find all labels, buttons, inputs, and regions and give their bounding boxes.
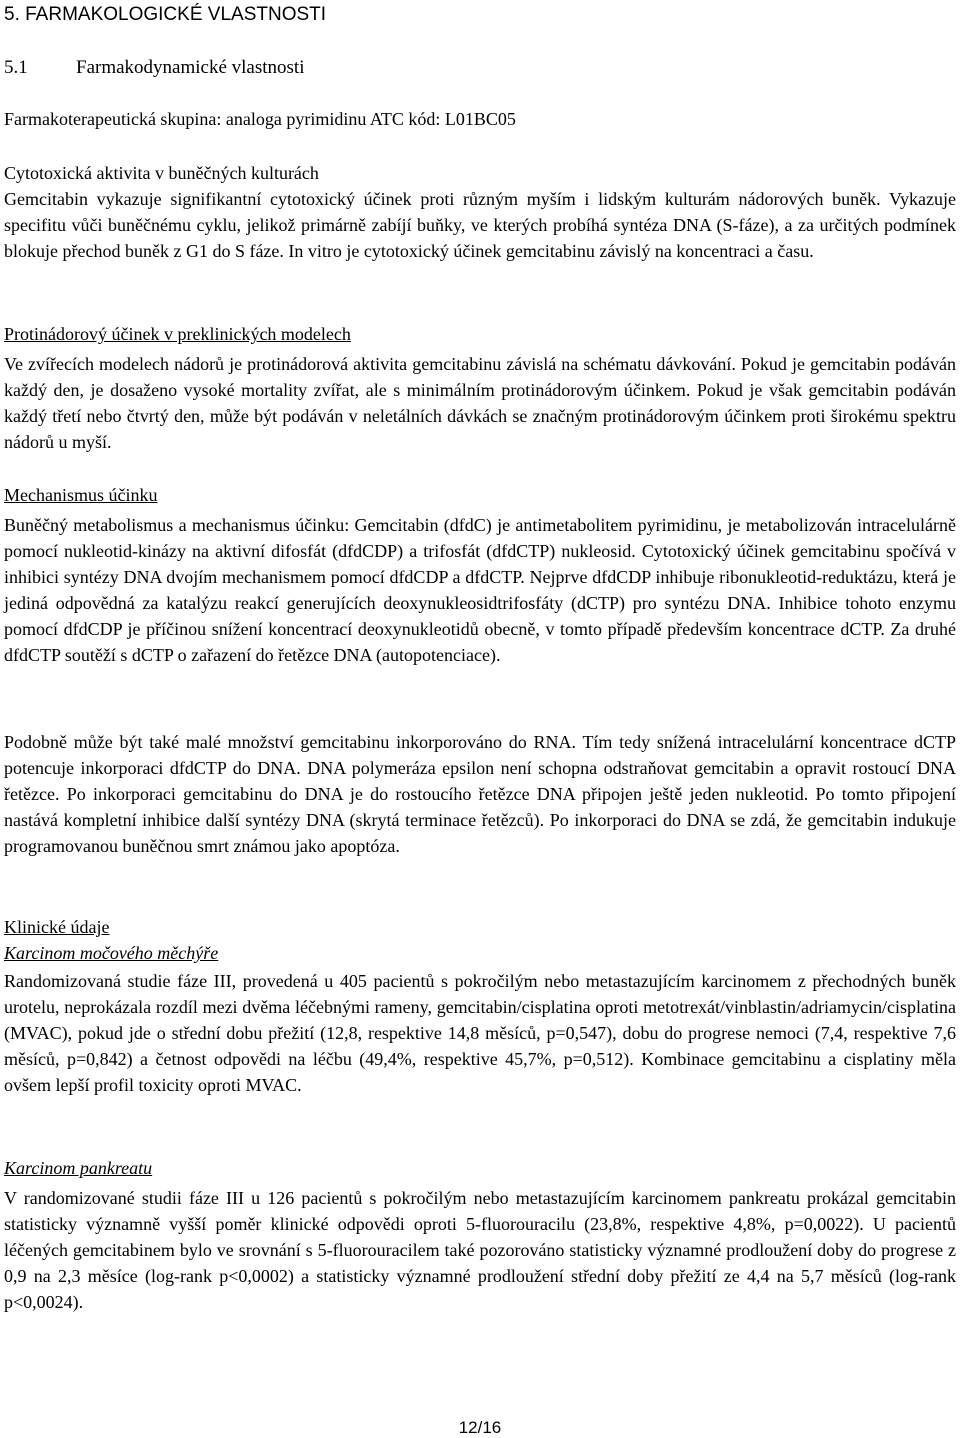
mechanism-title: Mechanismus účinku [4, 485, 158, 505]
pancreatic-cancer-title: Karcinom pankreatu [4, 1158, 153, 1178]
bladder-cancer-title: Karcinom močového měchýře [4, 943, 219, 963]
page-number: 12/16 [458, 1418, 502, 1437]
pharmacotherapeutic-group: Farmakoterapeutická skupina: analoga pyrimidinu ATC kód: L01BC05 [4, 109, 516, 129]
subsection-title: Farmakodynamické vlastnosti [76, 57, 305, 78]
section-heading: 5. FARMAKOLOGICKÉ VLASTNOSTI [4, 4, 327, 25]
preclinical-text: Ve zvířecích modelech nádorů je protinádorová aktivita gemcitabinu závislá na schématu dávkování. Pokud je gemcitabin podáván každý den, je dosaženo vysoké mortality zvířat, ale s minimálním protinádorovým účinkem. Pokud je však gemcitabin podáván každý třetí nebo čtvrtý den, může být podáván v neletálních dávkách se značným protinádorovým účinkem proti širokému spektru nádorů u myší. [4, 354, 956, 452]
subsection-number: 5.1 [4, 57, 28, 78]
mechanism-text-1: Buněčný metabolismus a mechanismus účinku: Gemcitabin (dfdC) je antimetabolitem pyrimidinu, je metabolizován intracelulárně pomocí nukleotid-kinázy na aktivní difosfát (dfdCDP) a trifosfát (dfdCTP) nukleosid. Cytotoxický účinek gemcitabinu spočívá v inhibici syntézy DNA dvojím mechanismem pomocí dfdCDP a dfdCTP. Nejprve dfdCDP inhibuje ribonukleotid-reduktázu, která je jediná odpovědná za katalýzu reakcí generujících deoxynukleosidtrifosfáty (dCTP) pro syntézu DNA. Inhibice tohoto enzymu pomocí dfdCDP je příčinou snížení koncentrací deoxynukleotidů obecně, v tomto případě především koncentrace dCTP. Za druhé dfdCTP soutěží s dCTP o zařazení do řetězce DNA (autopotenciace). [4, 515, 956, 665]
preclinical-title: Protinádorový účinek v preklinických modelech [4, 324, 351, 344]
pancreatic-cancer-text: V randomizované studii fáze III u 126 pacientů s pokročilým nebo metastazujícím karcinomem pankreatu prokázal gemcitabin statisticky významně vyšší poměr klinické odpovědi oproti 5-fluorouracilu (23,8%, respektive 4,8%, p=0,0022). U pacientů léčených gemcitabinem bylo ve srovnání s 5-fluorouracilem také pozorováno statisticky významné prodloužení doby do progrese z 0,9 na 2,3 měsíce (log-rank p<0,0002) a statisticky významné prodloužení střední doby přežití ze 4,4 na 5,7 měsíců (log-rank p<0,0024). [4, 1188, 956, 1312]
clinical-title: Klinické údaje [4, 917, 110, 937]
subsection-heading [4, 57, 304, 79]
cytotoxic-activity-title: Cytotoxická aktivita v buněčných kulturách [4, 163, 319, 183]
mechanism-text-2: Podobně může být také malé množství gemcitabinu inkorporováno do RNA. Tím tedy snížená intracelulární koncentrace dCTP potencuje inkorporaci dfdCTP do DNA. DNA polymeráza epsilon není schopna odstraňovat gemcitabin a opravit rostoucí DNA řetězce. Po inkorporaci gemcitabinu do DNA je do rostoucího řetězce DNA připojen ještě jeden nukleotid. Po tomto připojení nastává kompletní inhibice další syntézy DNA (skrytá terminace řetězců). Po inkorporaci do DNA se zdá, že gemcitabin indukuje programovanou buněčnou smrt známou jako apoptóza. [4, 732, 956, 856]
bladder-cancer-text: Randomizovaná studie fáze III, provedená u 405 pacientů s pokročilým nebo metastazujícím karcinomem z přechodných buněk urotelu, neprokázala rozdíl mezi dvěma léčebnými rameny, gemcitabin/cisplatina oproti metotrexát/vinblastin/adriamycin/cisplatina (MVAC), pokud jde o střední dobu přežití (12,8, respektive 14,8 měsíců, p=0,547), dobu do progrese nemoci (7,4, respektive 7,6 měsíců, p=0,842) a četnost odpovědi na léčbu (49,4%, respektive 45,7%, p=0,512). Kombinace gemcitabinu a cisplatiny měla ovšem lepší profil toxicity oproti MVAC. [4, 971, 956, 1095]
cytotoxic-activity-text: Gemcitabin vykazuje signifikantní cytotoxický účinek proti různým myším i lidským kulturám nádorových buněk. Vykazuje specifitu vůči buněčnému cyklu, jelikož primárně zabíjí buňky, ve kterých probíhá syntéza DNA (S-fáze), a za určitých podmínek blokuje přechod buněk z G1 do S fáze. In vitro je cytotoxický účinek gemcitabinu závislý na koncentraci a času. [4, 189, 956, 261]
